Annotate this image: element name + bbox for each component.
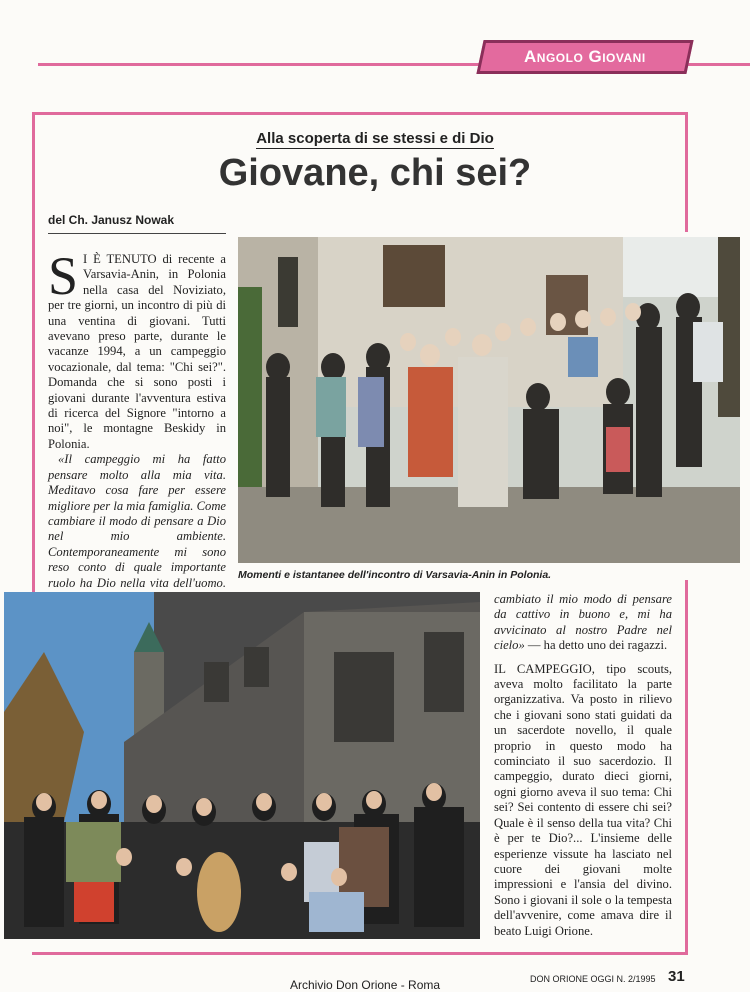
paragraph-3: tipo scouts, aveva molto facilitato la parte organizzativa. Va posto in rilievo che i giovani sono stati guidati da un sacerdote novello, il quale proprio in questo modo ha cominciato il suo sacerdozio. Il campeggio, durato dieci giorni, ogni giorno aveva il suo tema: Chi sei? Sei contento di essere chi sei? Quale è il senso della tua vita? Chi è per te Dio?... L'insieme delle esperienze vissute ha lasciato nel cuore dei giovani molte impressioni e l'ansia del divino. Sono i giovani il sole o la tempesta dell'avvenire, come amava dire il beato Luigi Orione. [494,661,672,938]
section-badge [476,40,693,74]
archive-credit: Archivio Don Orione - Roma [290,978,441,992]
article-title: Giovane, chi sei? [218,152,532,194]
section-label: Angolo Giovani [524,47,646,66]
lead-in: I È TENUTO [83,252,157,266]
article-column-2 [494,592,672,939]
page-number: 31 [668,968,685,985]
subsection-lead: IL CAMPEGGIO, [494,661,595,676]
paragraph-2: «Il campeggio mi ha fatto pensare molto alla mia vita. Meditavo cosa fare per essere migliore per la mia famiglia. Come cambiare il modo di pensare a Dio nel mio ambiente. Contemporaneamente mi sono reso conto di quale importante ruolo ha Dio nella vita dell'uomo. [48,452,226,590]
magazine-issue: DON ORIONE OGGI N. 2/1995 [530,974,656,984]
frame-bottom [32,952,687,955]
byline-rule [48,233,226,234]
photo-caption: Momenti e istantanee dell'incontro di Varsavia-Anin in Polonia. [238,569,552,581]
article-column-1 [48,246,226,606]
frame-top [32,112,687,115]
drop-cap: S [48,246,79,306]
article-kicker: Alla scoperta di se stessi e di Dio [256,130,494,147]
paragraph-1: di recente a Varsavia-Anin, in Polonia nella casa del Noviziato, per tre giorni, un incontro di più di una ventina di giovani. Tutti avevano preso parte, durante le vacanze 1994, a un campeggio vocazionale, dal tema: "Chi sei?". Domanda che si sono posti i giovani durante l'avventura estiva di ricerca del Signore "intorno a noi", le montagne Beskidy in Polonia. [48,252,226,451]
group-photo-building [4,592,480,939]
quote-attribution: — ha detto uno dei ragazzi. [524,638,668,653]
quote-end: cambiato il mio modo di pensare da cattivo in buono e, mi ha avvicinato al nostro Padre nel cielo» [494,592,672,653]
frame-right-lower [685,580,688,955]
group-photo-courtyard [238,237,740,563]
byline: del Ch. Janusz Nowak [48,213,175,227]
